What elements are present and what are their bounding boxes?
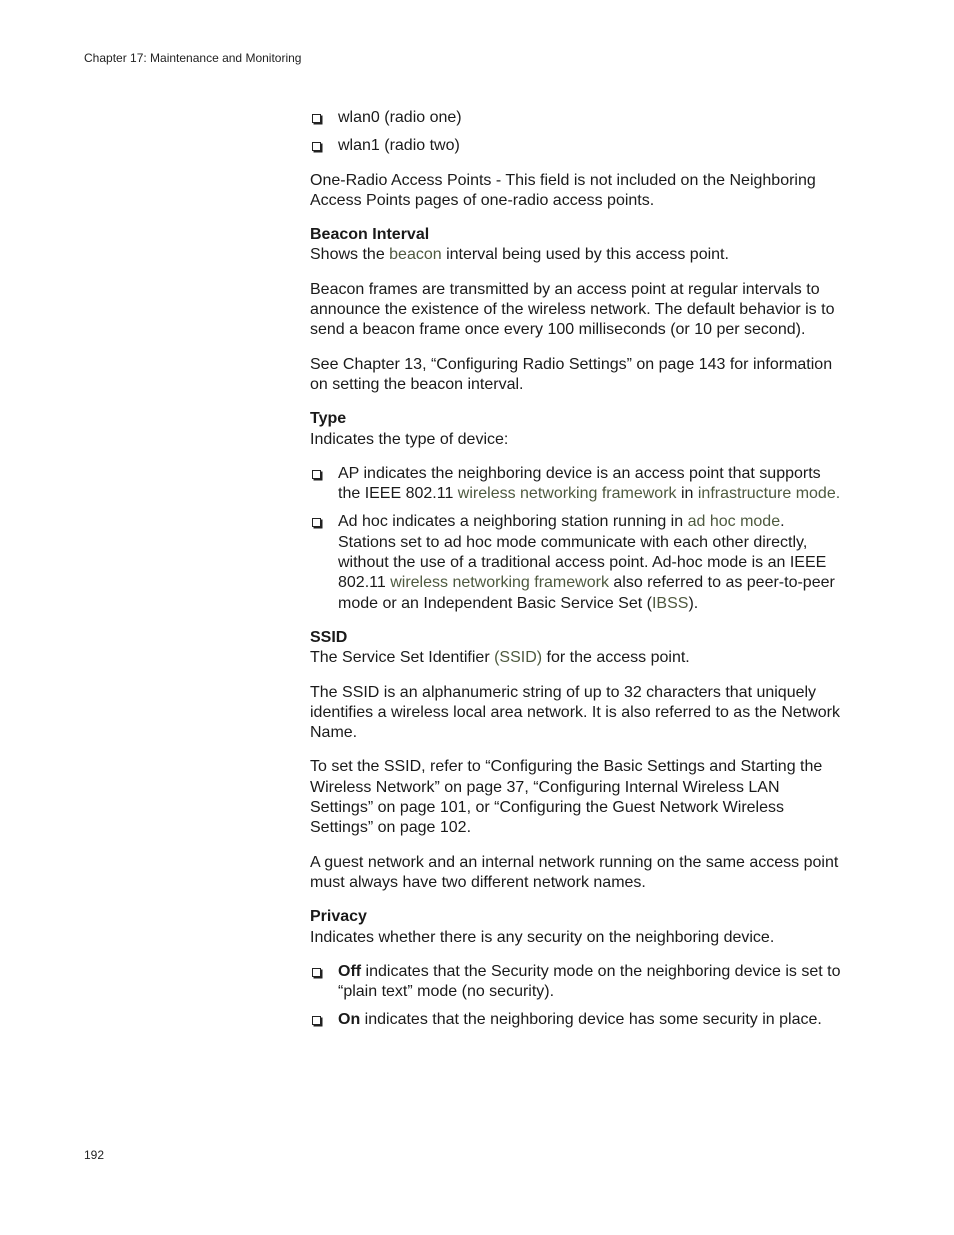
ssid-heading: SSID bbox=[310, 628, 348, 646]
checkbox-bullet-icon bbox=[312, 1016, 321, 1025]
beacon-link[interactable]: beacon bbox=[389, 246, 442, 264]
ad-hoc-mode-link[interactable]: ad hoc mode bbox=[687, 513, 781, 531]
checkbox-bullet-icon bbox=[312, 114, 321, 123]
ssid-para-1: The SSID is an alphanumeric string of up to 32 characters that uniquely identifies a wireless local area network. It is also referred to as the Network Name. bbox=[310, 683, 841, 742]
checkbox-bullet-icon bbox=[312, 518, 321, 527]
list-item-ap: AP indicates the neighboring device is an access point that supports the IEEE 802.11 wireless networking framework in infrastructure mode. bbox=[310, 464, 845, 505]
beacon-interval-desc: Shows the beacon interval being used by this access point. bbox=[310, 246, 729, 264]
infrastructure-mode-link[interactable]: infrastructure mode. bbox=[697, 485, 841, 503]
wireless-framework-link[interactable]: wireless networking framework bbox=[390, 574, 609, 592]
list-item: wlan1 (radio two) bbox=[310, 136, 845, 156]
privacy-desc: Indicates whether there is any security on the neighboring device. bbox=[310, 928, 775, 946]
running-header: Chapter 17: Maintenance and Monitoring bbox=[84, 51, 302, 65]
type-desc: Indicates the type of device: bbox=[310, 430, 509, 448]
radio-list bbox=[310, 108, 845, 157]
one-radio-note: One-Radio Access Points - This field is not included on the Neighboring Access Points pages of one-radio access points. bbox=[310, 171, 816, 209]
ssid-para-2: To set the SSID, refer to “Configuring the Basic Settings and Starting the Wireless Network” on page 37, “Configuring Internal Wireless LAN Settings” on page 101, or “Configuring the Guest Network Wireless Settings” on page 102. bbox=[310, 758, 823, 837]
ssid-para-3: A guest network and an internal network running on the same access point must always have two different network names. bbox=[310, 853, 839, 891]
beacon-interval-heading: Beacon Interval bbox=[310, 226, 430, 244]
beacon-para-2: See Chapter 13, “Configuring Radio Settings” on page 143 for information on setting the beacon interval. bbox=[310, 355, 833, 393]
privacy-list bbox=[310, 962, 845, 1031]
list-item: wlan0 (radio one) bbox=[310, 108, 845, 128]
checkbox-bullet-icon bbox=[312, 968, 321, 977]
type-list bbox=[310, 464, 845, 614]
ibss-link[interactable]: IBSS bbox=[651, 594, 689, 612]
ssid-link[interactable]: (SSID) bbox=[494, 649, 543, 667]
list-item-adhoc: Ad hoc indicates a neighboring station running in ad hoc mode. Stations set to ad hoc mode communicate with each other directly, without the use of a traditional access point. Ad-hoc mode is an IEEE 802.11 wireless networking framework also referred to as peer-to-peer mode or an Independent Basic Service Set (IBSS). bbox=[310, 512, 845, 613]
beacon-para-1: Beacon frames are transmitted by an access point at regular intervals to announce the existence of the wireless network. The default behavior is to send a beacon frame once every 100 milliseconds (or 10 per second). bbox=[310, 280, 835, 339]
list-item-on: On indicates that the neighboring device has some security in place. bbox=[310, 1010, 845, 1030]
list-item-off: Off indicates that the Security mode on the neighboring device is set to “plain text” mode (no security). bbox=[310, 962, 845, 1003]
page-number: 192 bbox=[84, 1148, 105, 1162]
checkbox-bullet-icon bbox=[312, 470, 321, 479]
checkbox-bullet-icon bbox=[312, 142, 321, 151]
ssid-desc: The Service Set Identifier (SSID) for the access point. bbox=[310, 649, 690, 667]
page-body bbox=[310, 108, 845, 1045]
wireless-framework-link[interactable]: wireless networking framework bbox=[457, 485, 677, 503]
privacy-heading: Privacy bbox=[310, 908, 367, 926]
type-heading: Type bbox=[310, 410, 347, 428]
